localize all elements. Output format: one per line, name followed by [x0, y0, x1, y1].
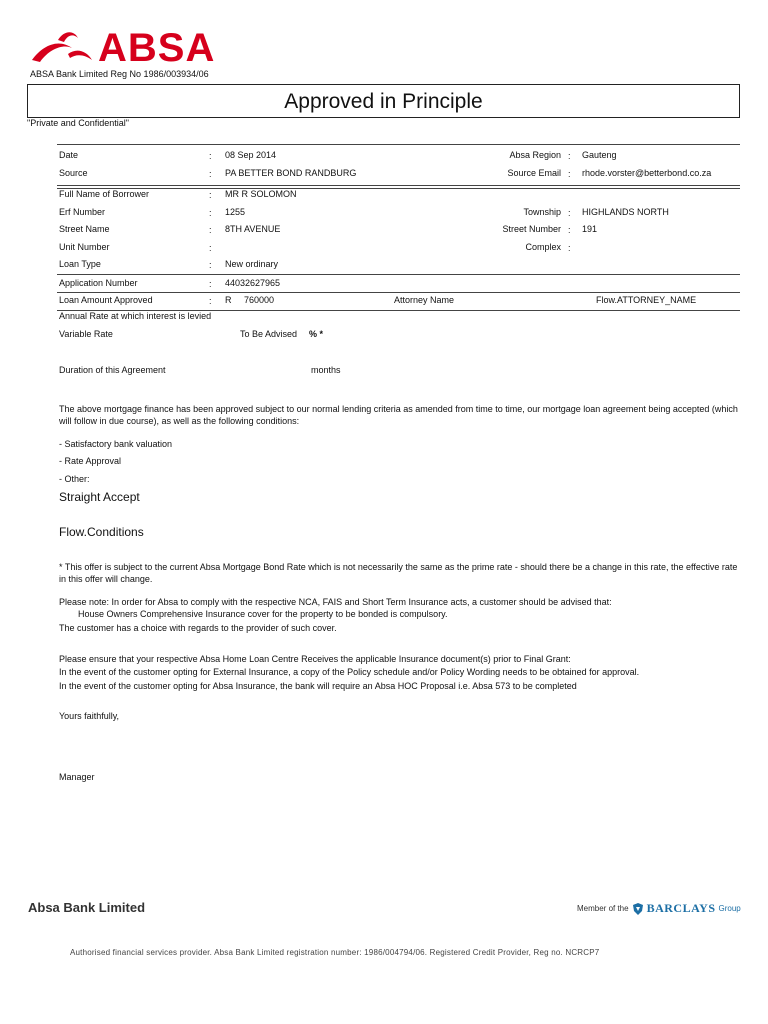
colon: :: [209, 190, 212, 200]
barclays-eagle-icon: [632, 902, 644, 916]
borrower-label: Full Name of Borrower: [59, 189, 150, 199]
months-label: months: [311, 365, 341, 375]
ensure-1: Please ensure that your respective Absa Home Loan Centre Receives the applicable Insurance document(s) prior to Final Grant:: [59, 654, 571, 664]
registration-line: ABSA Bank Limited Reg No 1986/003934/06: [30, 69, 209, 79]
colon: :: [209, 243, 212, 253]
percent-sign: % *: [309, 329, 324, 339]
colon: :: [209, 208, 212, 218]
absa-logo: [28, 26, 238, 70]
offer-note: * This offer is subject to the current Absa Mortgage Bond Rate which is not necessarily the same as the prime rate - should there be a change in this rate, the effective rate in this offer will change.: [59, 562, 738, 584]
attorney-label: Attorney Name: [394, 295, 455, 305]
manager-label: Manager: [59, 772, 95, 782]
loan-amount-currency: R: [225, 295, 232, 305]
date-label: Date: [59, 150, 79, 160]
page-title: Approved in Principle: [284, 90, 483, 113]
colon: :: [568, 243, 571, 253]
yours-faithfully: Yours faithfully,: [59, 711, 120, 721]
colon: :: [209, 260, 212, 270]
source-email-value: rhode.vorster@betterbond.co.za: [582, 168, 712, 178]
ensure-2: In the event of the customer opting for External Insurance, a copy of the Policy schedule and/or Policy Wording needs to be obtained for approval.: [59, 667, 640, 677]
please-note-3: The customer has a choice with regards to the provider of such cover.: [59, 623, 337, 633]
township-label: Township: [523, 207, 561, 217]
variable-rate-label: Variable Rate: [59, 329, 113, 339]
date-value: 08 Sep 2014: [225, 150, 277, 160]
condition-item: - Rate Approval: [59, 456, 122, 466]
authorised-provider-line: Authorised financial services provider. Absa Bank Limited registration number: 1986/004794/06. Registered Credit Provider, Reg no. NCRCP7: [70, 948, 600, 957]
region-value: Gauteng: [582, 150, 617, 160]
colon: :: [568, 225, 571, 235]
region-label: Absa Region: [509, 150, 561, 160]
straight-accept: Straight Accept: [59, 490, 140, 504]
complex-label: Complex: [525, 242, 561, 252]
footer-bank-name: Absa Bank Limited: [28, 900, 146, 915]
confidential-note: "Private and Confidential": [27, 118, 129, 128]
group-text: Group: [718, 904, 741, 913]
street-name-label: Street Name: [59, 224, 110, 234]
attorney-value: Flow.ATTORNEY_NAME: [596, 295, 697, 305]
flow-conditions: Flow.Conditions: [59, 525, 144, 539]
please-note-1: Please note: In order for Absa to comply with the respective NCA, FAIS and Short Term Insurance acts, a customer should be advised that:: [59, 597, 612, 607]
barclays-wordmark: BARCLAYS: [646, 901, 716, 915]
colon: :: [568, 151, 571, 161]
street-number-label: Street Number: [502, 224, 561, 234]
source-label: Source: [59, 168, 88, 178]
loan-amount-label: Loan Amount Approved: [59, 295, 153, 305]
annual-rate-label: Annual Rate at which interest is levied: [59, 311, 212, 321]
absa-logo-text: ABSA: [98, 26, 216, 70]
application-value: 44032627965: [225, 278, 281, 288]
colon: :: [209, 279, 212, 289]
colon: :: [568, 169, 571, 179]
approval-text: The above mortgage finance has been approved subject to our normal lending criteria as amended from time to time, our mortgage loan agreement being accepted (which will follow in due course), as well as the following conditions:: [59, 404, 738, 426]
condition-item: - Satisfactory bank valuation: [59, 439, 173, 449]
condition-item: - Other:: [59, 474, 90, 484]
to-be-advised: To Be Advised: [240, 329, 298, 339]
source-email-label: Source Email: [507, 168, 561, 178]
duration-label: Duration of this Agreement: [59, 365, 166, 375]
absa-logo-mark: [28, 26, 98, 70]
colon: :: [209, 169, 212, 179]
table-rule: [57, 188, 740, 189]
township-value: HIGHLANDS NORTH: [582, 207, 669, 217]
colon: :: [209, 296, 212, 306]
loan-type-label: Loan Type: [59, 259, 101, 269]
table-rule: [57, 292, 740, 293]
street-name-value: 8TH AVENUE: [225, 224, 281, 234]
street-number-value: 191: [582, 224, 598, 234]
loan-type-value: New ordinary: [225, 259, 279, 269]
source-value: PA BETTER BOND RANDBURG: [225, 168, 357, 178]
erf-value: 1255: [225, 207, 246, 217]
barclays-membership: [577, 901, 741, 916]
loan-amount-value: 760000: [244, 295, 275, 305]
table-rule: [57, 144, 740, 145]
title-box: [27, 84, 740, 118]
unit-label: Unit Number: [59, 242, 110, 252]
colon: :: [209, 151, 212, 161]
colon: :: [209, 225, 212, 235]
application-label: Application Number: [59, 278, 138, 288]
colon: :: [568, 208, 571, 218]
borrower-value: MR R SOLOMON: [225, 189, 297, 199]
erf-label: Erf Number: [59, 207, 106, 217]
member-of-text: Member of the: [577, 904, 629, 913]
please-note-2: House Owners Comprehensive Insurance cover for the property to be bonded is compulsory.: [78, 609, 448, 619]
table-rule: [57, 185, 740, 186]
ensure-3: In the event of the customer opting for Absa Insurance, the bank will require an Absa HOC Proposal i.e. Absa 573 to be completed: [59, 681, 577, 691]
table-rule: [57, 274, 740, 275]
